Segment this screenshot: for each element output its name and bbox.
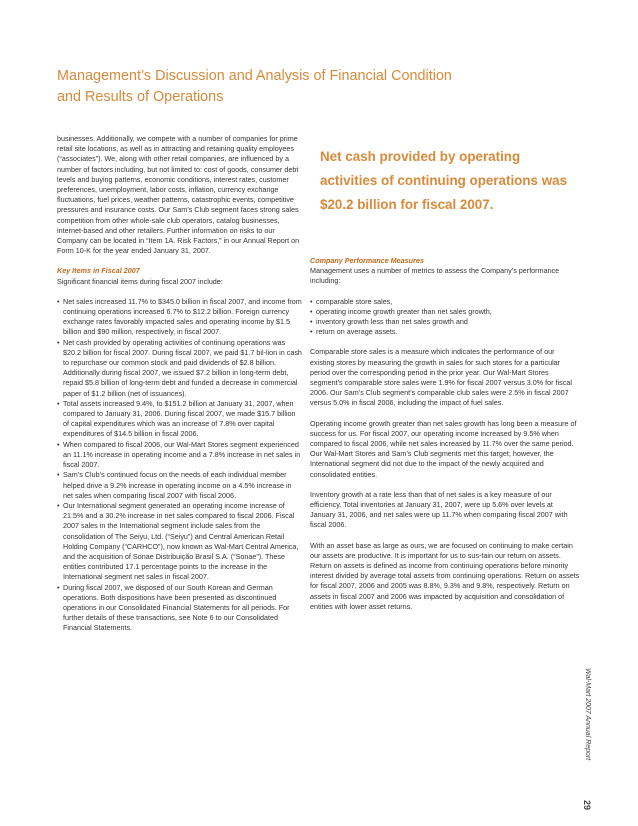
metrics-list bbox=[310, 297, 580, 338]
key-items-list bbox=[57, 297, 302, 634]
key-items-heading: Key Items in Fiscal 2007 bbox=[57, 266, 140, 276]
performance-intro: Management uses a number of metrics to assess the Company’s performance including: bbox=[310, 266, 560, 286]
right-column bbox=[310, 256, 580, 612]
intro-paragraph: businesses. Additionally, we compete with a number of companies for prime retail site locations, as well as in attracting and retaining quality employees (“associates”). We, along with other retail companies, are influenced by a number of factors including, but not limited to: cost of goods, consumer debt levels and buying patterns, economic conditions, interest rates, customer preferences, unemployment, labor costs, inflation, currency exchange fluctuations, fuel prices, weather patterns, catastrophic events, competitive pressures and insurance costs. Our Sam’s Club segment faces strong sales competition from other whole-sale club operators, catalog businesses, internet-based and other retailers. Further information on risks to our Company can be located in “Item 1A. Risk Factors,” in our Annual Report on Form 10-K for the year ended January 31, 2007. bbox=[57, 134, 300, 256]
operating-income-paragraph: Operating income growth greater than net sales growth has long been a measure of success for us. For fiscal 2007, our operating income increased by 9.5% when compared to fiscal 2006, while net sales increased by 11.7% over the same period. Our Wal-Mart Stores and Sam’s Club segments met this target; however, the International segment did not due to the impact of the newly acquired and consolidated entities. bbox=[310, 418, 577, 479]
comparable-sales-paragraph: Comparable store sales is a measure which indicates the performance of our existing stores by measuring the growth in sales for such stores for a particular period over the corresponding period in the prior year. Our Wal-Mart Stores segment’s comparable store sales were 1.9% for fiscal 2007 versus 3.0% for fiscal 2006. Our Sam’s Club segment’s comparable club sales were 2.5% in fiscal 2007 versus 5.0% in fiscal 2006, including the impact of fuel sales. bbox=[310, 347, 572, 408]
list-item: • inventory growth less than net sales growth and bbox=[310, 317, 580, 327]
list-item: • comparable store sales, bbox=[310, 297, 580, 307]
page-number: 29 bbox=[582, 800, 592, 811]
performance-heading: Company Performance Measures bbox=[310, 256, 424, 265]
list-item: • return on average assets. bbox=[310, 327, 580, 337]
list-item: • Total assets increased 9.4%, to $151.2 billion at January 31, 2007, when compared to January 31, 2006. During fiscal 2007, we made $15.7 billion of capital expenditures which was an increase of 7.8% over capital expenditures of $14.5 billion in fiscal 2006. bbox=[57, 399, 302, 440]
title-line-1: Management’s Discussion and Analysis of Financial Condition bbox=[57, 68, 452, 84]
list-item: • Sam’s Club’s continued focus on the needs of each individual member helped drive a 9.2% increase in operating income on a 4.5% increase in net sales when comparing fiscal 2007 with fiscal 2006. bbox=[57, 470, 302, 501]
left-column bbox=[57, 134, 302, 634]
return-on-assets-paragraph: With an asset base as large as ours, we are focused on continuing to make certain our assets are productive. It is important for us to sus-tain our return on assets. Return on assets is defined as income from continuing operations before minority interest divided by average total assets from continuing operations. Return on assets for fiscal 2007, 2006 and 2005 was 8.8%, 9.3% and 9.8%, respectively. Return on assets in fiscal 2007 and 2006 was impacted by acquisition and consolidation of entities with lower asset returns. bbox=[310, 540, 580, 611]
key-items-intro: Significant financial items during fiscal 2007 include: bbox=[57, 276, 223, 286]
inventory-paragraph: Inventory growth at a rate less than that of net sales is a key measure of our efficiency. Total inventories at January 31, 2007, were up 5.6% over levels at January 31, 2006, and net sales were up 11.7% when comparing fiscal 2007 with fiscal 2006. bbox=[310, 489, 568, 530]
list-item: • During fiscal 2007, we disposed of our South Korean and German operations. Both dispositions have been presented as discontinued operations in our Consolidated Financial Statements for all periods. For further details of these transactions, see Note 6 to our Consolidated Financial Statements. bbox=[57, 583, 302, 634]
page-title bbox=[57, 66, 577, 108]
list-item: • operating income growth greater than net sales growth, bbox=[310, 307, 580, 317]
title-line-2: and Results of Operations bbox=[57, 89, 224, 105]
list-item: • Our International segment generated an operating income increase of 21.5% and a 30.2% increase in net sales compared to fiscal 2006. Fiscal 2007 sales in the International segment include sales from the consolidation of The Seiyu, Ltd. (“Seiyu”) and Central American Retail Holding Company (“CARHCO”), now known as Wal-Mart Central America, and the acquisition of Sonae Distribuição Brasil S.A. (“Sonae”). These entities contributed 17.1 percentage points to the increase in the International segment net sales in fiscal 2007. bbox=[57, 501, 302, 583]
list-item: • Net sales increased 11.7% to $345.0 billion in fiscal 2007, and income from continuing operations increased 6.7% to $12.2 billion. Foreign currency exchange rates favorably impacted sales and operating income by $1.5 billion and $90 million, respectively, in fiscal 2007. bbox=[57, 297, 302, 338]
list-item: • Net cash provided by operating activities of continuing operations was $20.2 billion for fiscal 2007. During fiscal 2007, we paid $1.7 bil-lion in cash to repurchase our common stock and paid dividends of $2.8 billion. Additionally during fiscal 2007, we issued $7.2 billion in long-term debt, repaid $5.8 billion of long-term debt and funded a decrease in commercial paper of $1.2 billion (net of issuances). bbox=[57, 338, 302, 399]
pull-quote: Net cash provided by operating activities of continuing operations was $20.2 billion for fiscal 2007. bbox=[320, 149, 568, 212]
list-item: • When compared to fiscal 2006, our Wal-Mart Stores segment experienced an 11.1% increase in operating income and a 7.8% increase in net sales in fiscal 2007. bbox=[57, 440, 302, 471]
annual-report-label: Wal-Mart 2007 Annual Report bbox=[584, 668, 591, 761]
